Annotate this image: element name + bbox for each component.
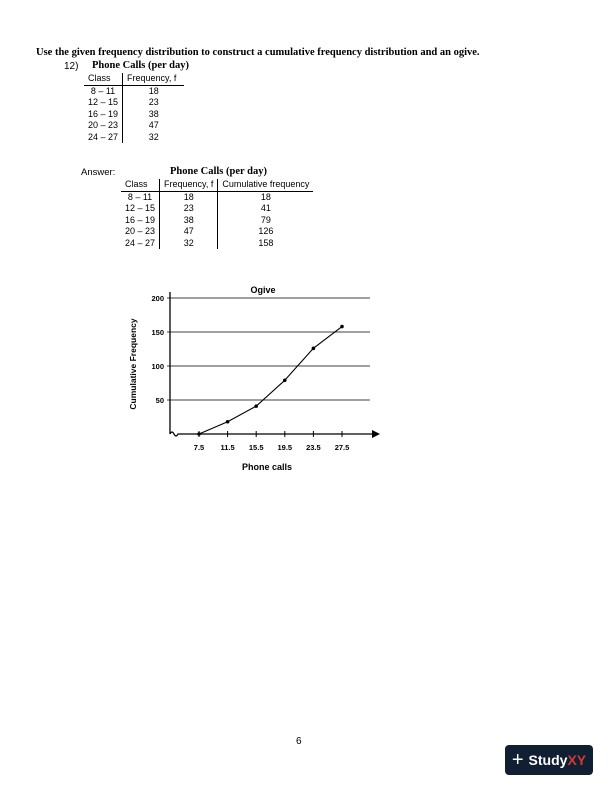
table-cell: 18 — [148, 85, 159, 96]
table-cell: 32 — [160, 238, 218, 250]
logo-text-study: Study — [528, 752, 568, 768]
table-cell: 126 — [258, 226, 274, 236]
table-cell: 47 — [160, 226, 218, 238]
x-tick-label: 23.5 — [306, 443, 321, 452]
table-cell: 18 — [260, 191, 271, 202]
table-cell: 24 – 27 — [84, 132, 123, 144]
table-cell: 38 — [148, 108, 159, 119]
y-tick-label: 50 — [155, 396, 164, 405]
chart-title: Ogive — [250, 285, 276, 295]
table-cell: 20 – 23 — [84, 120, 123, 132]
table-cell: 23 — [148, 97, 159, 107]
tick-labels — [151, 294, 349, 452]
table-cell: 12 – 15 — [121, 203, 160, 215]
ogive-line — [199, 327, 342, 434]
table-cell: 79 — [260, 214, 271, 225]
question-table-title: Phone Calls (per day) — [92, 60, 189, 71]
y-tick-label: 200 — [151, 294, 164, 303]
column-header: Class — [84, 73, 123, 85]
axes — [170, 292, 380, 438]
x-tick-label: 7.5 — [193, 443, 205, 452]
plus-icon: + — [511, 749, 524, 771]
answer-label: Answer: — [81, 167, 116, 178]
frequency-table — [84, 73, 184, 143]
studyxy-logo — [505, 745, 593, 775]
x-tick-label: 11.5 — [220, 443, 235, 452]
y-tick-label: 150 — [151, 328, 164, 337]
column-header: Frequency, f — [160, 179, 218, 191]
x-tick-label: 27.5 — [334, 443, 350, 452]
data-point — [226, 420, 230, 424]
answer-table-title: Phone Calls (per day) — [170, 166, 267, 177]
table-row — [121, 226, 313, 238]
table-row — [84, 120, 184, 132]
table-row — [84, 132, 184, 144]
column-header: Class — [121, 179, 160, 191]
ogive-chart — [120, 280, 390, 480]
table-cell: 41 — [260, 203, 271, 213]
logo-text-xy: XY — [567, 752, 587, 768]
table-cell: 47 — [148, 120, 159, 130]
x-tick-label: 15.5 — [248, 443, 264, 452]
data-point — [254, 404, 258, 408]
table-cell: 20 – 23 — [121, 226, 160, 238]
data-point — [283, 378, 287, 382]
cumulative-frequency-table — [121, 179, 313, 249]
table-header-row — [121, 179, 313, 191]
table-row — [84, 109, 184, 121]
series-cumulative-frequency — [197, 325, 344, 436]
data-point — [197, 432, 201, 436]
table-row — [121, 191, 313, 203]
instruction-text: Use the given frequency distribution to construct a cumulative frequency distribution and an ogive. — [36, 47, 480, 58]
table-cell: 158 — [258, 237, 274, 248]
table-cell: 8 – 11 — [121, 191, 160, 203]
table-cell: 16 – 19 — [84, 109, 123, 121]
table-header-row — [84, 73, 184, 85]
x-tick-label: 19.5 — [277, 443, 293, 452]
table-row — [84, 85, 184, 97]
table-cell: 8 – 11 — [84, 85, 123, 97]
page-number: 6 — [296, 736, 302, 747]
question-number: 12) — [64, 61, 79, 72]
table-cell: 18 — [160, 191, 218, 203]
data-point — [312, 347, 316, 351]
table-cell: 23 — [160, 203, 218, 215]
table-row — [121, 238, 313, 250]
table-cell: 38 — [160, 215, 218, 227]
table-cell: 16 – 19 — [121, 215, 160, 227]
table-row — [84, 97, 184, 109]
gridlines — [167, 298, 370, 400]
table-row — [121, 203, 313, 215]
table-cell: 32 — [148, 131, 159, 142]
y-tick-label: 100 — [151, 362, 164, 371]
column-header: Cumulative frequency — [218, 179, 314, 191]
y-axis-label: Cumulative Frequency — [128, 318, 138, 410]
data-point — [340, 325, 344, 329]
table-cell: 24 – 27 — [121, 238, 160, 250]
x-axis-label: Phone calls — [241, 462, 293, 472]
table-row — [121, 215, 313, 227]
column-header: Frequency, f — [123, 73, 185, 85]
table-cell: 12 – 15 — [84, 97, 123, 109]
x-axis-arrow — [372, 430, 380, 438]
